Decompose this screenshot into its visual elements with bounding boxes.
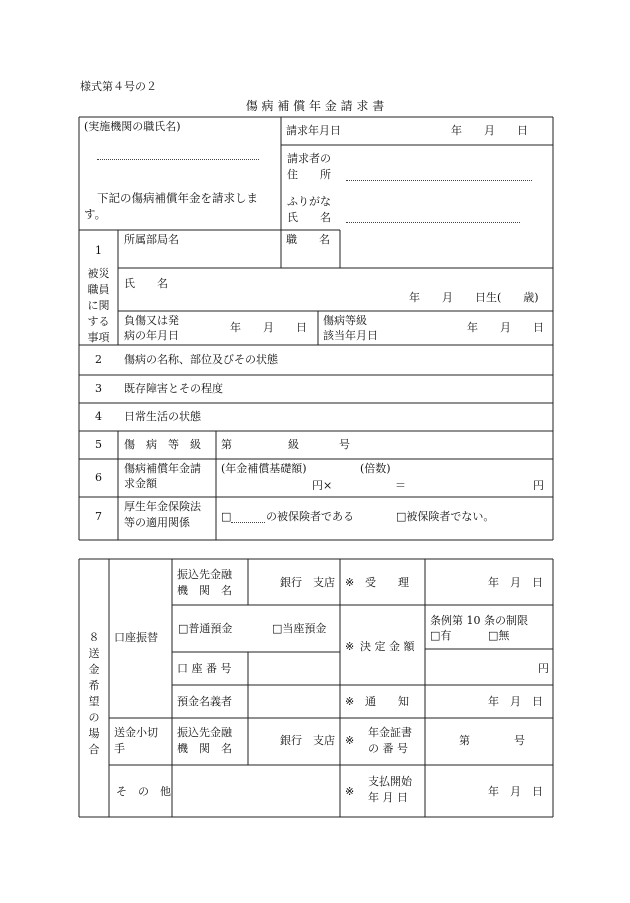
cert-value[interactable]: 第 号 [459, 734, 525, 747]
row4-label: 日常生活の状態 [124, 410, 201, 423]
row3-label: 既存障害とその程度 [124, 382, 223, 395]
cert-label-2: の 番 号 [368, 742, 408, 755]
receipt-value[interactable]: 年 月 日 [488, 576, 543, 589]
row6-number: 6 [95, 471, 102, 484]
bank-label-2: 機 関 名 [177, 584, 232, 597]
injury-date-value[interactable]: 年 月 日 [230, 321, 307, 334]
birth-date-value[interactable]: 年 月 日生( 歳) [409, 291, 539, 304]
row2-label: 傷病の名称、部位及びその状態 [124, 353, 278, 366]
bank-label-1: 振込先金融 [177, 568, 232, 581]
grade-date-label-1: 傷病等級 [323, 314, 367, 327]
notice-label: 通 知 [365, 695, 409, 708]
account-holder-label: 預金名義者 [177, 695, 232, 708]
address-label-1: 請求者の [287, 152, 331, 165]
section8-side-label: ８ 送 金 希 望 の 場 合 [88, 631, 100, 756]
decision-label: 決 定 金 額 [360, 640, 415, 653]
request-date-value[interactable]: 年 月 日 [451, 124, 528, 137]
check-label-1: 送金小切 [114, 726, 158, 739]
start-label-1: 支払開始 [368, 775, 412, 788]
injury-date-label-1: 負傷又は発 [124, 314, 179, 327]
job-label: 職 名 [286, 233, 330, 246]
other-label: そ の 他 [116, 785, 171, 798]
check-bank-label-1: 振込先金融 [177, 726, 232, 739]
multiplier-label: (倍数) [360, 462, 391, 475]
cert-label-1: 年金証書 [368, 726, 412, 739]
victim-name-label: 氏 名 [124, 277, 168, 290]
bank-value[interactable]: 銀行 支店 [280, 576, 335, 589]
notice-mark: ※ [345, 695, 355, 708]
grade-mid: 級 [288, 438, 299, 451]
section1-side-label: 被災 職員 に関 する 事項 [87, 267, 110, 344]
row2-number: 2 [95, 353, 102, 366]
injury-date-label-2: 病の年月日 [124, 329, 179, 342]
account-number-label: 口 座 番 号 [177, 662, 232, 675]
request-date-label: 請求年月日 [286, 124, 341, 137]
agency-label: (実施機関の職氏名) [84, 120, 181, 133]
limit-no-checkbox[interactable]: □無 [488, 629, 510, 642]
name-label: 氏 名 [287, 211, 331, 224]
basis-label: (年金補償基礎額) [221, 462, 307, 475]
row5-label: 傷 病 等 級 [124, 438, 201, 451]
row6-label-1: 傷病補償年金請 [124, 462, 201, 475]
not-insured-option[interactable]: □被保険者でない。 [396, 510, 495, 523]
savings-checkbox[interactable]: □普通預金 [178, 622, 233, 635]
decision-mark: ※ [345, 640, 355, 653]
decision-yen: 円 [538, 662, 549, 675]
notice-value[interactable]: 年 月 日 [488, 695, 543, 708]
account-transfer-label: 口座振替 [114, 631, 158, 644]
row7-number: 7 [95, 510, 102, 523]
page-title: 傷 病 補 償 年 金 請 求 書 [245, 99, 385, 113]
cert-mark: ※ [345, 734, 355, 747]
row3-number: 3 [95, 382, 102, 395]
insured-label: の被保険者である [266, 510, 354, 523]
insured-checkbox[interactable]: □ [221, 510, 232, 523]
check-bank-label-2: 機 関 名 [177, 742, 232, 755]
dept-label: 所属部局名 [124, 233, 179, 246]
check-bank-value[interactable]: 銀行 支店 [280, 734, 335, 747]
row6-label-2: 求金額 [124, 477, 157, 490]
start-label-2: 年 月 日 [368, 791, 408, 804]
grade-suffix: 号 [339, 438, 350, 451]
start-mark: ※ [345, 785, 355, 798]
limit-label: 条例第 10 条の制限 [430, 614, 528, 627]
address-label-2: 住 所 [287, 168, 331, 181]
row7-label-1: 厚生年金保険法 [124, 500, 201, 513]
request-text: 下記の傷病補償年金を請求しま [97, 191, 258, 205]
row7-label-2: 等の適用関係 [124, 516, 190, 529]
start-value[interactable]: 年 月 日 [488, 785, 543, 798]
equals-sign: ＝ [395, 479, 406, 492]
current-checkbox[interactable]: □当座預金 [272, 622, 327, 635]
furigana-label: ふりがな [287, 195, 331, 208]
yen-times: 円× [312, 479, 333, 492]
grade-date-label-2: 該当年月日 [323, 329, 378, 342]
receipt-mark: ※ [345, 576, 355, 589]
limit-yes-checkbox[interactable]: □有 [430, 629, 452, 642]
form-number: 様式第４号の２ [80, 80, 157, 93]
row5-number: 5 [95, 438, 102, 451]
receipt-label: 受 理 [365, 576, 409, 589]
check-label-2: 手 [114, 742, 125, 755]
yen-label: 円 [533, 479, 544, 492]
request-text-2: す。 [84, 207, 107, 221]
row4-number: 4 [95, 410, 102, 423]
grade-date-value[interactable]: 年 月 日 [467, 321, 544, 334]
grade-prefix: 第 [221, 438, 232, 451]
section1-number: 1 [95, 244, 102, 257]
